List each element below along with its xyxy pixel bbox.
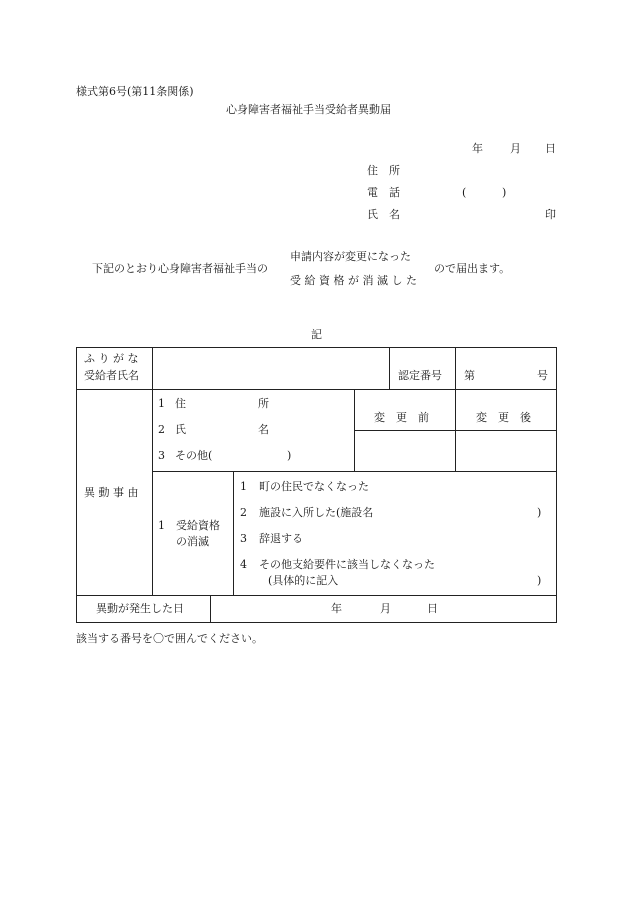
change-item-num: 1	[158, 397, 165, 410]
statement-suffix: ので届出ます。	[434, 262, 511, 275]
loss-reason-text: 町の住民でなくなった	[259, 480, 369, 493]
cert-go: 号	[537, 369, 548, 382]
before-change-label: 変 更 前	[374, 411, 429, 424]
loss-reason-close: )	[537, 506, 542, 519]
recipient-name-field[interactable]	[153, 348, 389, 389]
recipient-name-label: 受給者氏名	[84, 369, 139, 382]
occurred-month: 月	[380, 602, 391, 615]
phone-label: 電 話	[367, 186, 400, 199]
statement-option-loss: 受 給 資 格 が 消 滅 し た	[290, 274, 417, 287]
occurred-date-label: 異動が発生した日	[96, 602, 184, 615]
loss-reason-num: 2	[240, 506, 247, 519]
seal-mark: 印	[545, 208, 556, 221]
loss-reason-close: )	[537, 574, 542, 587]
cert-dai: 第	[464, 369, 475, 382]
document-title: 心身障害者福祉手当受給者異動届	[226, 103, 391, 116]
loss-reason-num: 1	[240, 480, 247, 493]
name-label: 氏 名	[367, 208, 400, 221]
form-number: 様式第6号(第11条関係)	[76, 85, 194, 98]
after-change-label: 変 更 後	[476, 411, 531, 424]
loss-reason-sub: (具体的に記入	[268, 574, 339, 587]
before-change-field[interactable]	[355, 431, 455, 471]
change-item-label-end: 名	[258, 423, 269, 436]
phone-paren-close: )	[502, 186, 507, 199]
loss-reason-text: 辞退する	[259, 532, 303, 545]
occurred-day: 日	[427, 602, 438, 615]
loss-reason-num: 3	[240, 532, 247, 545]
change-item-num: 2	[158, 423, 165, 436]
statement-prefix: 下記のとおり心身障害者福祉手当の	[92, 262, 268, 275]
loss-reason-num: 4	[240, 558, 247, 571]
cert-number-label: 認定番号	[398, 369, 442, 382]
occurred-year: 年	[331, 602, 342, 615]
address-label: 住 所	[367, 164, 400, 177]
footer-note: 該当する番号を〇で囲んでください。	[76, 632, 263, 645]
date-year-label: 年	[472, 142, 483, 155]
change-item-num: 3	[158, 449, 165, 462]
date-day-label: 日	[545, 142, 556, 155]
loss-reason-text: 施設に入所した(施設名	[259, 506, 374, 519]
statement-option-change: 申請内容が変更になった	[290, 250, 411, 263]
change-item-label-end: )	[287, 449, 292, 462]
ki-mark: 記	[311, 328, 322, 341]
loss-eligibility-label-2: の消滅	[176, 535, 209, 548]
after-change-field[interactable]	[456, 431, 556, 471]
occurred-date-field[interactable]	[211, 596, 556, 622]
ido-jiyu-label: 異 動 事 由	[84, 486, 139, 499]
change-item-label: 住	[175, 397, 186, 410]
phone-paren-open: (	[462, 186, 467, 199]
change-item-label: 氏	[175, 423, 186, 436]
change-item-label: その他(	[175, 449, 213, 462]
date-month-label: 月	[510, 142, 521, 155]
loss-reason-text: その他支給要件に該当しなくなった	[259, 558, 435, 571]
furigana-label: ふ り が な	[84, 352, 139, 365]
change-item-label-end: 所	[258, 397, 269, 410]
loss-eligibility-label: 1 受給資格	[158, 519, 220, 532]
